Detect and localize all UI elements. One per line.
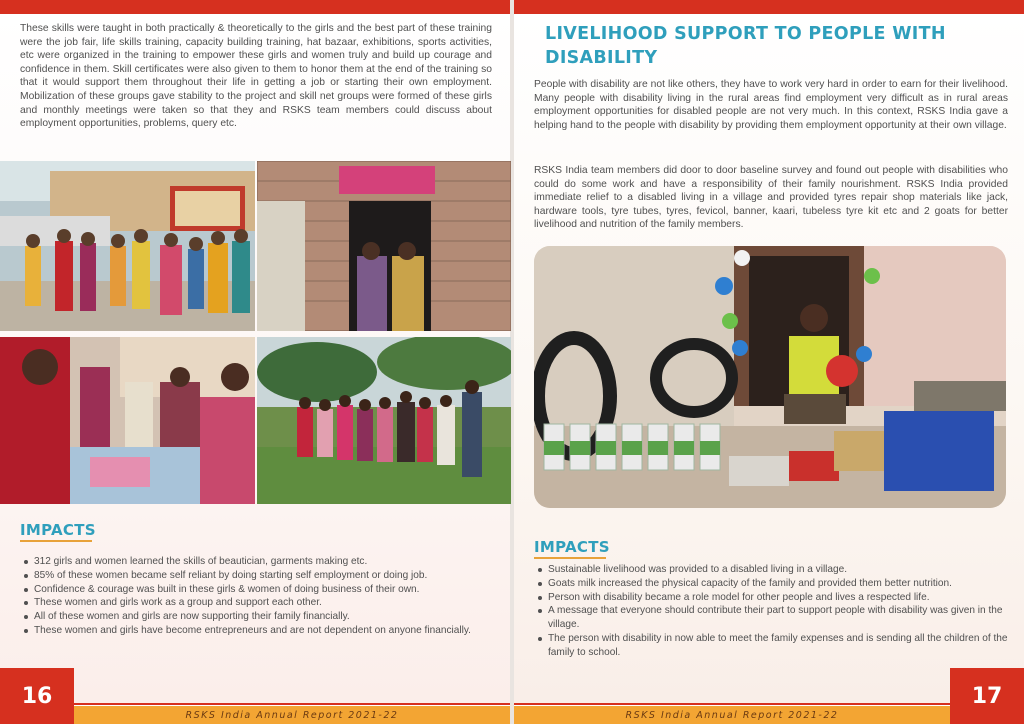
photo-brick-doorway [257,161,511,331]
list-item: These women and girls work as a group and support each other. [22,596,494,610]
paragraph-disability-intro: People with disability are not like others, they have to work very hard in order to earn for their livelihood. Many people with disability living in the rural areas find employment very difficult as in rural areas employment opportunities for disabled people are not very much. In this context, RSKS India gave a helping hand to the people with disability by providing them employment opportunity at their own village. [534,79,1008,131]
right-top-bar [514,0,1024,14]
footer-right: RSKS India Annual Report 2021-22 [514,706,950,724]
list-item: Confidence & courage was built in these girls & women of doing business of their own. [22,583,494,597]
list-item: 85% of these women became self reliant by doing starting self employment or doing job. [22,569,494,583]
right-impacts-underline [534,557,606,559]
footer-line-right [514,703,950,705]
list-item: 312 girls and women learned the skills of beautician, garments making etc. [22,555,494,569]
list-item: Sustainable livelihood was provided to a disabled living in a village. [536,563,1010,577]
list-item: A message that everyone should contribute their part to support people with disability was given in the village. [536,604,1010,632]
right-impacts-list [536,563,1010,660]
footer-line-left [74,703,510,705]
list-item: All of these women and girls are now supporting their family financially. [22,610,494,624]
left-impacts-heading: IMPACTS [20,521,96,539]
footer-left: RSKS India Annual Report 2021-22 [74,706,510,724]
left-impacts-underline [20,540,92,542]
left-impacts-list [22,555,494,638]
photo-group-lawn [257,337,511,504]
list-item: These women and girls have become entrepreneurs and are not dependent on anyone financially. [22,624,494,638]
photo-tyre-shop [534,246,1006,508]
photo-women-sewing [0,337,255,504]
intro-paragraph: These skills were taught in both practically & theoretically to the girls and the best part of these training were the job fair, life skills training, capacity building training, hat bazaar, exhibitions, sports activities, etc were organized in the training to empower these girls and women truly and build up courage and confidence in them. Skill certificates were also given to them to honor them at the end of the training so that it would support them throughout their life in getting a job or starting their own employment. Mobilization of these groups gave stability to the project and skill net groups were formed of these girls and monthly meetings were taken so that they and RSKS team members could discuss about employment opportunities, problems, query etc. [20,23,492,130]
left-top-bar [0,0,510,14]
page-number-right: 17 [950,668,1024,724]
page-title: LIVELIHOOD SUPPORT TO PEOPLE WITH DISABILITY [545,24,946,68]
list-item: Person with disability became a role model for other people and lives a respected life. [536,591,1010,605]
page-number-left: 16 [0,668,74,724]
photo-market-stall [0,161,255,331]
list-item: Goats milk increased the physical capacity of the family and provided them better nutrition. [536,577,1010,591]
right-impacts-heading: IMPACTS [534,538,610,556]
list-item: The person with disability in now able to meet the family expenses and is sending all the children of the family to school. [536,632,1010,660]
paragraph-survey: RSKS India team members did door to door baseline survey and found out people with disabilities who could do some work and have a responsibility of their family nourishment. RSKS India provided immediate relief to a disabled living in a village and provided tyres repair shop materials like jack, hardware tools, tyre tubes, tyres, fevicol, banner, kaari, tubeless tyre kit etc and 2 goats for better livelihood and nutrition of the family members. [534,165,1008,231]
